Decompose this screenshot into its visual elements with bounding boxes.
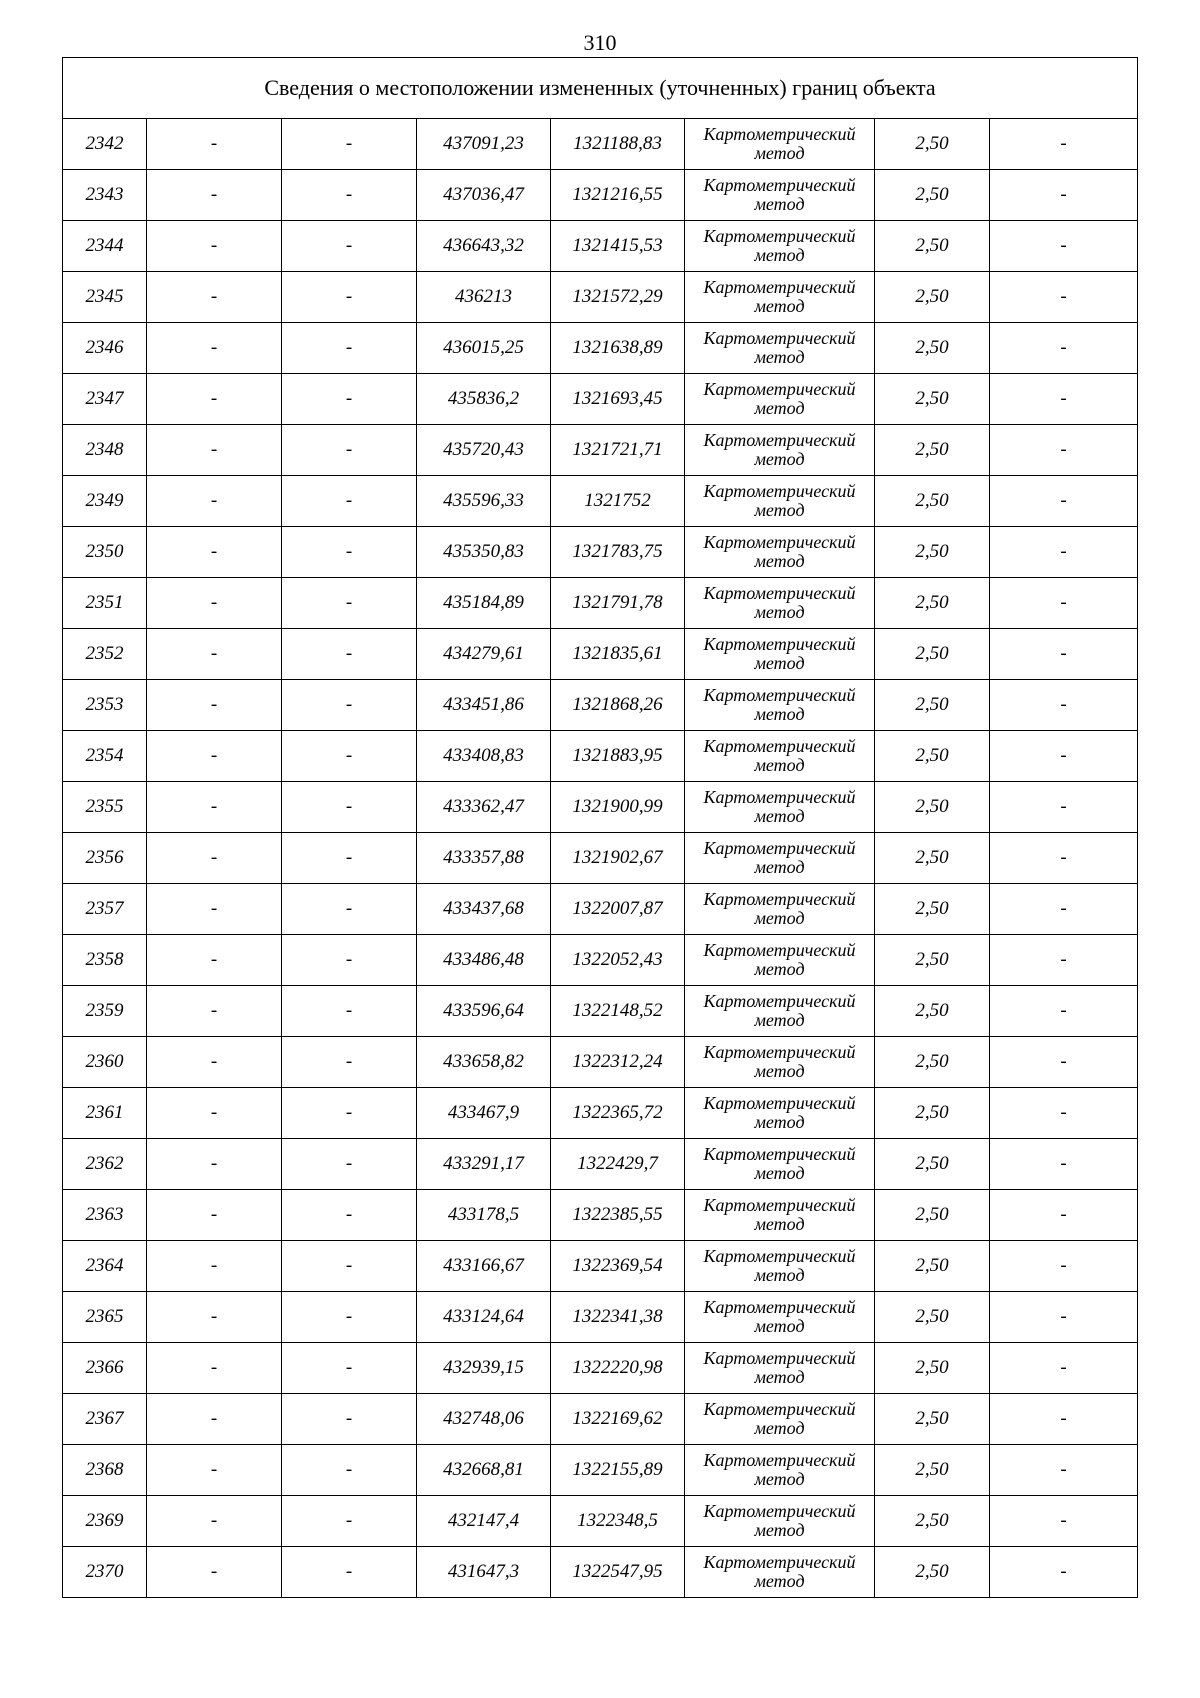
cell-accuracy: 2,50 [875, 425, 990, 476]
cell-y: 1321752 [551, 476, 685, 527]
cell-method: Картометрический метод [685, 1547, 875, 1598]
cell-description: - [990, 425, 1138, 476]
cell-description: - [990, 1343, 1138, 1394]
cell-method: Картометрический метод [685, 884, 875, 935]
cell-old-x: - [147, 578, 282, 629]
cell-point: 2367 [63, 1394, 147, 1445]
cell-x: 432748,06 [417, 1394, 551, 1445]
cell-point: 2357 [63, 884, 147, 935]
cell-accuracy: 2,50 [875, 1394, 990, 1445]
cell-description: - [990, 833, 1138, 884]
cell-description: - [990, 476, 1138, 527]
cell-accuracy: 2,50 [875, 1343, 990, 1394]
cell-x: 433357,88 [417, 833, 551, 884]
cell-accuracy: 2,50 [875, 1190, 990, 1241]
cell-old-y: - [282, 680, 417, 731]
cell-old-x: - [147, 680, 282, 731]
cell-point: 2348 [63, 425, 147, 476]
cell-accuracy: 2,50 [875, 527, 990, 578]
cell-method: Картометрический метод [685, 1139, 875, 1190]
cell-old-y: - [282, 1343, 417, 1394]
cell-x: 434279,61 [417, 629, 551, 680]
cell-old-x: - [147, 1190, 282, 1241]
cell-old-y: - [282, 986, 417, 1037]
cell-point: 2364 [63, 1241, 147, 1292]
cell-point: 2369 [63, 1496, 147, 1547]
table-row [63, 425, 1138, 476]
table-row [63, 1394, 1138, 1445]
cell-x: 435350,83 [417, 527, 551, 578]
cell-old-y: - [282, 578, 417, 629]
cell-point: 2370 [63, 1547, 147, 1598]
cell-description: - [990, 1139, 1138, 1190]
cell-x: 431647,3 [417, 1547, 551, 1598]
cell-x: 433486,48 [417, 935, 551, 986]
cell-description: - [990, 527, 1138, 578]
cell-x: 433596,64 [417, 986, 551, 1037]
cell-old-x: - [147, 833, 282, 884]
cell-point: 2351 [63, 578, 147, 629]
cell-y: 1322369,54 [551, 1241, 685, 1292]
cell-description: - [990, 986, 1138, 1037]
table-row [63, 374, 1138, 425]
cell-old-y: - [282, 1139, 417, 1190]
cell-y: 1322429,7 [551, 1139, 685, 1190]
cell-accuracy: 2,50 [875, 731, 990, 782]
cell-description: - [990, 119, 1138, 170]
cell-point: 2346 [63, 323, 147, 374]
cell-method: Картометрический метод [685, 374, 875, 425]
cell-method: Картометрический метод [685, 323, 875, 374]
cell-description: - [990, 578, 1138, 629]
cell-point: 2368 [63, 1445, 147, 1496]
cell-point: 2365 [63, 1292, 147, 1343]
cell-y: 1322385,55 [551, 1190, 685, 1241]
cell-method: Картометрический метод [685, 170, 875, 221]
cell-old-y: - [282, 1088, 417, 1139]
cell-accuracy: 2,50 [875, 374, 990, 425]
cell-method: Картометрический метод [685, 1190, 875, 1241]
cell-method: Картометрический метод [685, 833, 875, 884]
cell-y: 1322547,95 [551, 1547, 685, 1598]
cell-point: 2347 [63, 374, 147, 425]
cell-method: Картометрический метод [685, 1292, 875, 1343]
cell-old-x: - [147, 170, 282, 221]
cell-point: 2355 [63, 782, 147, 833]
cell-x: 436643,32 [417, 221, 551, 272]
cell-x: 436213 [417, 272, 551, 323]
cell-y: 1322007,87 [551, 884, 685, 935]
page-number: 310 [583, 30, 617, 55]
cell-method: Картометрический метод [685, 680, 875, 731]
cell-description: - [990, 323, 1138, 374]
cell-method: Картометрический метод [685, 629, 875, 680]
cell-old-x: - [147, 527, 282, 578]
cell-old-x: - [147, 1394, 282, 1445]
cell-y: 1321572,29 [551, 272, 685, 323]
cell-point: 2362 [63, 1139, 147, 1190]
cell-point: 2352 [63, 629, 147, 680]
table-row [63, 476, 1138, 527]
cell-method: Картометрический метод [685, 1241, 875, 1292]
cell-description: - [990, 1496, 1138, 1547]
cell-description: - [990, 1292, 1138, 1343]
cell-y: 1321415,53 [551, 221, 685, 272]
cell-y: 1321900,99 [551, 782, 685, 833]
cell-old-x: - [147, 272, 282, 323]
table-row [63, 323, 1138, 374]
cell-x: 433124,64 [417, 1292, 551, 1343]
cell-accuracy: 2,50 [875, 170, 990, 221]
cell-y: 1321216,55 [551, 170, 685, 221]
cell-accuracy: 2,50 [875, 986, 990, 1037]
cell-method: Картометрический метод [685, 527, 875, 578]
cell-description: - [990, 731, 1138, 782]
table-row [63, 1445, 1138, 1496]
cell-x: 432939,15 [417, 1343, 551, 1394]
cell-method: Картометрический метод [685, 119, 875, 170]
cell-method: Картометрический метод [685, 1088, 875, 1139]
cell-accuracy: 2,50 [875, 1139, 990, 1190]
cell-description: - [990, 782, 1138, 833]
cell-old-y: - [282, 1547, 417, 1598]
cell-description: - [990, 1241, 1138, 1292]
cell-x: 433467,9 [417, 1088, 551, 1139]
cell-accuracy: 2,50 [875, 119, 990, 170]
cell-x: 437091,23 [417, 119, 551, 170]
cell-y: 1321693,45 [551, 374, 685, 425]
cell-old-y: - [282, 1496, 417, 1547]
cell-method: Картометрический метод [685, 782, 875, 833]
cell-method: Картометрический метод [685, 935, 875, 986]
table-row [63, 221, 1138, 272]
cell-old-y: - [282, 935, 417, 986]
cell-y: 1322348,5 [551, 1496, 685, 1547]
cell-x: 432147,4 [417, 1496, 551, 1547]
cell-old-x: - [147, 476, 282, 527]
cell-old-x: - [147, 731, 282, 782]
cell-x: 433291,17 [417, 1139, 551, 1190]
cell-accuracy: 2,50 [875, 578, 990, 629]
cell-old-y: - [282, 1190, 417, 1241]
table-row [63, 986, 1138, 1037]
cell-y: 1321791,78 [551, 578, 685, 629]
cell-method: Картометрический метод [685, 1343, 875, 1394]
table-row [63, 1496, 1138, 1547]
cell-accuracy: 2,50 [875, 1037, 990, 1088]
cell-old-y: - [282, 629, 417, 680]
cell-point: 2345 [63, 272, 147, 323]
cell-method: Картометрический метод [685, 476, 875, 527]
cell-point: 2344 [63, 221, 147, 272]
cell-old-x: - [147, 1037, 282, 1088]
cell-old-x: - [147, 374, 282, 425]
cell-x: 437036,47 [417, 170, 551, 221]
cell-point: 2360 [63, 1037, 147, 1088]
cell-old-x: - [147, 425, 282, 476]
cell-accuracy: 2,50 [875, 476, 990, 527]
table-title-row [63, 58, 1138, 119]
cell-y: 1321721,71 [551, 425, 685, 476]
table-row [63, 1343, 1138, 1394]
cell-old-x: - [147, 221, 282, 272]
table-row [63, 578, 1138, 629]
cell-y: 1321835,61 [551, 629, 685, 680]
cell-old-y: - [282, 1445, 417, 1496]
cell-method: Картометрический метод [685, 221, 875, 272]
table-row [63, 884, 1138, 935]
table-row [63, 782, 1138, 833]
cell-old-x: - [147, 1241, 282, 1292]
cell-method: Картометрический метод [685, 578, 875, 629]
cell-x: 433178,5 [417, 1190, 551, 1241]
cell-description: - [990, 170, 1138, 221]
cell-accuracy: 2,50 [875, 1496, 990, 1547]
cell-old-y: - [282, 1241, 417, 1292]
table-row [63, 935, 1138, 986]
cell-point: 2349 [63, 476, 147, 527]
cell-description: - [990, 1445, 1138, 1496]
cell-x: 435720,43 [417, 425, 551, 476]
cell-old-y: - [282, 476, 417, 527]
cell-old-x: - [147, 884, 282, 935]
cell-old-y: - [282, 527, 417, 578]
cell-old-x: - [147, 1547, 282, 1598]
table-row [63, 1037, 1138, 1088]
cell-old-x: - [147, 935, 282, 986]
cell-description: - [990, 629, 1138, 680]
cell-description: - [990, 374, 1138, 425]
cell-method: Картометрический метод [685, 731, 875, 782]
cell-old-y: - [282, 1292, 417, 1343]
cell-accuracy: 2,50 [875, 1241, 990, 1292]
cell-old-x: - [147, 119, 282, 170]
cell-old-x: - [147, 782, 282, 833]
table-row [63, 527, 1138, 578]
cell-accuracy: 2,50 [875, 629, 990, 680]
cell-old-y: - [282, 374, 417, 425]
cell-point: 2343 [63, 170, 147, 221]
cell-x: 436015,25 [417, 323, 551, 374]
cell-method: Картометрический метод [685, 425, 875, 476]
cell-y: 1322148,52 [551, 986, 685, 1037]
table-row [63, 1139, 1138, 1190]
cell-x: 435836,2 [417, 374, 551, 425]
cell-point: 2353 [63, 680, 147, 731]
cell-description: - [990, 272, 1138, 323]
cell-accuracy: 2,50 [875, 221, 990, 272]
cell-point: 2363 [63, 1190, 147, 1241]
cell-x: 433362,47 [417, 782, 551, 833]
cell-point: 2350 [63, 527, 147, 578]
table-row [63, 1190, 1138, 1241]
table-row [63, 680, 1138, 731]
cell-x: 433451,86 [417, 680, 551, 731]
cell-old-y: - [282, 782, 417, 833]
cell-description: - [990, 221, 1138, 272]
table-row [63, 1241, 1138, 1292]
cell-y: 1321868,26 [551, 680, 685, 731]
cell-method: Картометрический метод [685, 1394, 875, 1445]
cell-accuracy: 2,50 [875, 1547, 990, 1598]
cell-point: 2356 [63, 833, 147, 884]
table-row [63, 1292, 1138, 1343]
cell-accuracy: 2,50 [875, 680, 990, 731]
cell-description: - [990, 1037, 1138, 1088]
cell-y: 1321783,75 [551, 527, 685, 578]
cell-accuracy: 2,50 [875, 1445, 990, 1496]
cell-old-x: - [147, 1088, 282, 1139]
cell-old-x: - [147, 629, 282, 680]
cell-x: 433437,68 [417, 884, 551, 935]
cell-old-y: - [282, 170, 417, 221]
cell-description: - [990, 935, 1138, 986]
cell-old-y: - [282, 323, 417, 374]
table-row [63, 833, 1138, 884]
cell-old-x: - [147, 1445, 282, 1496]
cell-x: 435596,33 [417, 476, 551, 527]
cell-method: Картометрический метод [685, 1496, 875, 1547]
cell-y: 1321902,67 [551, 833, 685, 884]
cell-old-y: - [282, 731, 417, 782]
cell-x: 433658,82 [417, 1037, 551, 1088]
table-row [63, 272, 1138, 323]
table-row [63, 170, 1138, 221]
table-title: Сведения о местоположении измененных (уточненных) границ объекта [63, 58, 1138, 119]
cell-y: 1321638,89 [551, 323, 685, 374]
cell-y: 1322341,38 [551, 1292, 685, 1343]
cell-accuracy: 2,50 [875, 323, 990, 374]
cell-description: - [990, 1547, 1138, 1598]
cell-old-x: - [147, 1496, 282, 1547]
cell-x: 433166,67 [417, 1241, 551, 1292]
cell-old-y: - [282, 833, 417, 884]
cell-x: 433408,83 [417, 731, 551, 782]
cell-point: 2358 [63, 935, 147, 986]
cell-accuracy: 2,50 [875, 884, 990, 935]
cell-old-x: - [147, 1139, 282, 1190]
cell-old-x: - [147, 1343, 282, 1394]
cell-y: 1322169,62 [551, 1394, 685, 1445]
cell-point: 2366 [63, 1343, 147, 1394]
cell-description: - [990, 680, 1138, 731]
cell-description: - [990, 1190, 1138, 1241]
cell-method: Картометрический метод [685, 272, 875, 323]
cell-method: Картометрический метод [685, 1445, 875, 1496]
cell-y: 1322220,98 [551, 1343, 685, 1394]
cell-old-y: - [282, 272, 417, 323]
cell-y: 1322052,43 [551, 935, 685, 986]
cell-point: 2342 [63, 119, 147, 170]
table-row [63, 629, 1138, 680]
table-row [63, 731, 1138, 782]
cell-point: 2359 [63, 986, 147, 1037]
cell-old-y: - [282, 1037, 417, 1088]
table-row [63, 1547, 1138, 1598]
cell-description: - [990, 884, 1138, 935]
cell-accuracy: 2,50 [875, 272, 990, 323]
cell-x: 435184,89 [417, 578, 551, 629]
cell-old-x: - [147, 1292, 282, 1343]
cell-accuracy: 2,50 [875, 782, 990, 833]
cell-old-y: - [282, 221, 417, 272]
cell-old-y: - [282, 119, 417, 170]
cell-y: 1322312,24 [551, 1037, 685, 1088]
cell-description: - [990, 1088, 1138, 1139]
table-row [63, 119, 1138, 170]
cell-method: Картометрический метод [685, 1037, 875, 1088]
cell-y: 1322155,89 [551, 1445, 685, 1496]
cell-point: 2354 [63, 731, 147, 782]
cell-method: Картометрический метод [685, 986, 875, 1037]
cell-old-y: - [282, 425, 417, 476]
cell-old-y: - [282, 884, 417, 935]
cell-accuracy: 2,50 [875, 935, 990, 986]
cell-accuracy: 2,50 [875, 1088, 990, 1139]
cell-y: 1321188,83 [551, 119, 685, 170]
boundary-table [62, 57, 1138, 1598]
cell-accuracy: 2,50 [875, 833, 990, 884]
table-row [63, 1088, 1138, 1139]
cell-old-y: - [282, 1394, 417, 1445]
cell-accuracy: 2,50 [875, 1292, 990, 1343]
cell-description: - [990, 1394, 1138, 1445]
cell-y: 1321883,95 [551, 731, 685, 782]
cell-old-x: - [147, 986, 282, 1037]
cell-point: 2361 [63, 1088, 147, 1139]
cell-y: 1322365,72 [551, 1088, 685, 1139]
cell-old-x: - [147, 323, 282, 374]
cell-x: 432668,81 [417, 1445, 551, 1496]
